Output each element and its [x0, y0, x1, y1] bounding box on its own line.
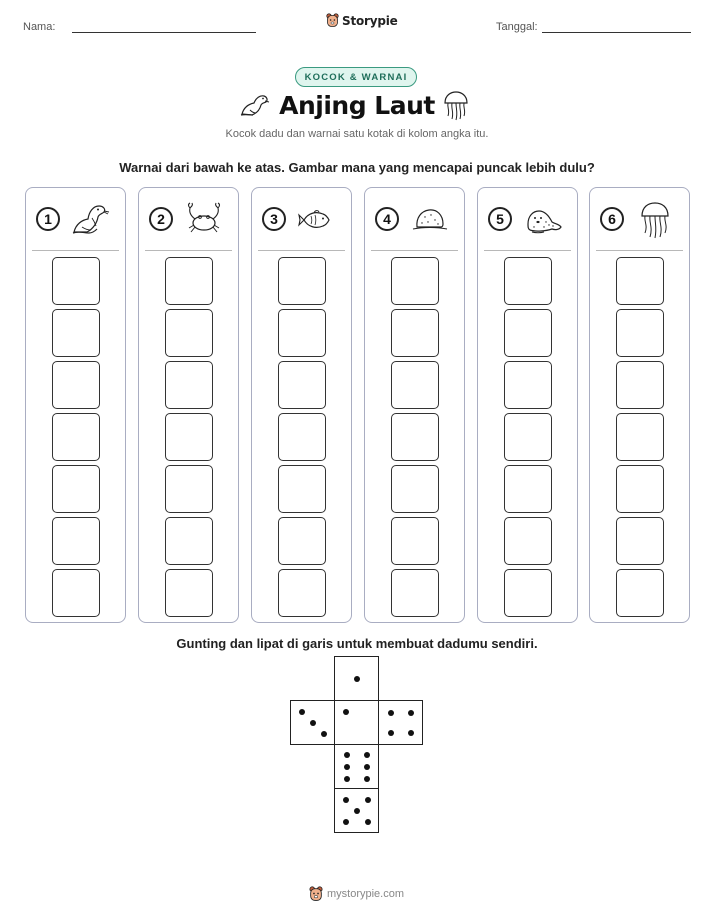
- color-box[interactable]: [52, 517, 100, 565]
- column-divider: [32, 250, 119, 251]
- color-box[interactable]: [278, 517, 326, 565]
- color-box[interactable]: [504, 413, 552, 461]
- storypie-logo: [326, 13, 398, 28]
- column-divider: [258, 250, 345, 251]
- column-header: [36, 200, 120, 240]
- color-box[interactable]: [391, 569, 439, 617]
- column-header: [149, 200, 233, 240]
- color-box[interactable]: [616, 257, 664, 305]
- color-box[interactable]: [52, 361, 100, 409]
- color-box[interactable]: [52, 413, 100, 461]
- column-2: [138, 187, 239, 623]
- sea-lion-icon: [70, 200, 112, 238]
- color-box[interactable]: [278, 569, 326, 617]
- column-header: [262, 200, 346, 240]
- column-number: 1: [36, 207, 60, 231]
- column-number: 4: [375, 207, 399, 231]
- color-box[interactable]: [504, 569, 552, 617]
- dice-face-1-center: [334, 700, 379, 745]
- color-box[interactable]: [165, 257, 213, 305]
- dice-face-4: [378, 700, 423, 745]
- column-5: [477, 187, 578, 623]
- color-box[interactable]: [391, 361, 439, 409]
- color-box[interactable]: [165, 465, 213, 513]
- dice-face-6: [334, 744, 379, 789]
- color-box[interactable]: [391, 517, 439, 565]
- color-box[interactable]: [52, 569, 100, 617]
- color-box[interactable]: [278, 257, 326, 305]
- race-columns: [25, 187, 690, 623]
- color-box[interactable]: [52, 465, 100, 513]
- column-divider: [596, 250, 683, 251]
- color-box[interactable]: [391, 257, 439, 305]
- color-box[interactable]: [278, 413, 326, 461]
- column-number: 2: [149, 207, 173, 231]
- color-box[interactable]: [616, 309, 664, 357]
- column-number: 6: [600, 207, 624, 231]
- name-line: [72, 32, 256, 33]
- color-box[interactable]: [616, 361, 664, 409]
- subtitle: Kocok dadu dan warnai satu kotak di kolom angka itu.: [225, 128, 489, 140]
- column-divider: [145, 250, 232, 251]
- rock-icon: [409, 200, 451, 238]
- color-box[interactable]: [504, 309, 552, 357]
- column-number: 5: [488, 207, 512, 231]
- color-box[interactable]: [52, 257, 100, 305]
- color-box[interactable]: [504, 465, 552, 513]
- page-title: Anjing Laut: [279, 91, 435, 120]
- color-box[interactable]: [278, 309, 326, 357]
- column-divider: [484, 250, 571, 251]
- date-line: [542, 32, 691, 33]
- color-box[interactable]: [504, 517, 552, 565]
- brand-name: Storypie: [342, 13, 398, 28]
- color-box[interactable]: [165, 309, 213, 357]
- dice-face-5: [334, 788, 379, 833]
- color-box[interactable]: [278, 361, 326, 409]
- date-label: Tanggal:: [496, 21, 538, 33]
- footer-url: mystorypie.com: [327, 888, 405, 900]
- column-6: [589, 187, 690, 623]
- seal-icon: [522, 200, 564, 238]
- footer: [309, 886, 404, 902]
- column-header: [375, 200, 459, 240]
- crab-icon: [183, 200, 225, 238]
- column-1: [25, 187, 126, 623]
- color-box[interactable]: [391, 309, 439, 357]
- jellyfish-icon: [634, 200, 676, 240]
- column-divider: [371, 250, 458, 251]
- bear-logo-icon: [309, 886, 323, 902]
- coloring-instruction: Warnai dari bawah ke atas. Gambar mana yang mencapai puncak lebih dulu?: [119, 160, 595, 175]
- name-label: Nama:: [23, 21, 56, 33]
- fish-icon: [296, 200, 338, 238]
- column-number: 3: [262, 207, 286, 231]
- color-box[interactable]: [165, 361, 213, 409]
- color-box[interactable]: [504, 361, 552, 409]
- color-box[interactable]: [616, 517, 664, 565]
- color-box[interactable]: [616, 569, 664, 617]
- color-box[interactable]: [616, 465, 664, 513]
- dice-face-3: [290, 700, 335, 745]
- color-box[interactable]: [165, 413, 213, 461]
- column-4: [364, 187, 465, 623]
- color-box[interactable]: [391, 465, 439, 513]
- cut-instruction: Gunting dan lipat di garis untuk membuat dadumu sendiri.: [176, 636, 538, 651]
- color-box[interactable]: [616, 413, 664, 461]
- dice-face-1: [334, 656, 379, 701]
- color-box[interactable]: [52, 309, 100, 357]
- color-box[interactable]: [165, 569, 213, 617]
- activity-badge: KOCOK & WARNAI: [295, 67, 417, 87]
- color-box[interactable]: [504, 257, 552, 305]
- column-header: [488, 200, 572, 240]
- jellyfish-icon: [442, 90, 470, 122]
- color-box[interactable]: [391, 413, 439, 461]
- column-3: [251, 187, 352, 623]
- color-box[interactable]: [278, 465, 326, 513]
- bear-logo-icon: [326, 13, 339, 28]
- column-header: [600, 200, 684, 240]
- color-box[interactable]: [165, 517, 213, 565]
